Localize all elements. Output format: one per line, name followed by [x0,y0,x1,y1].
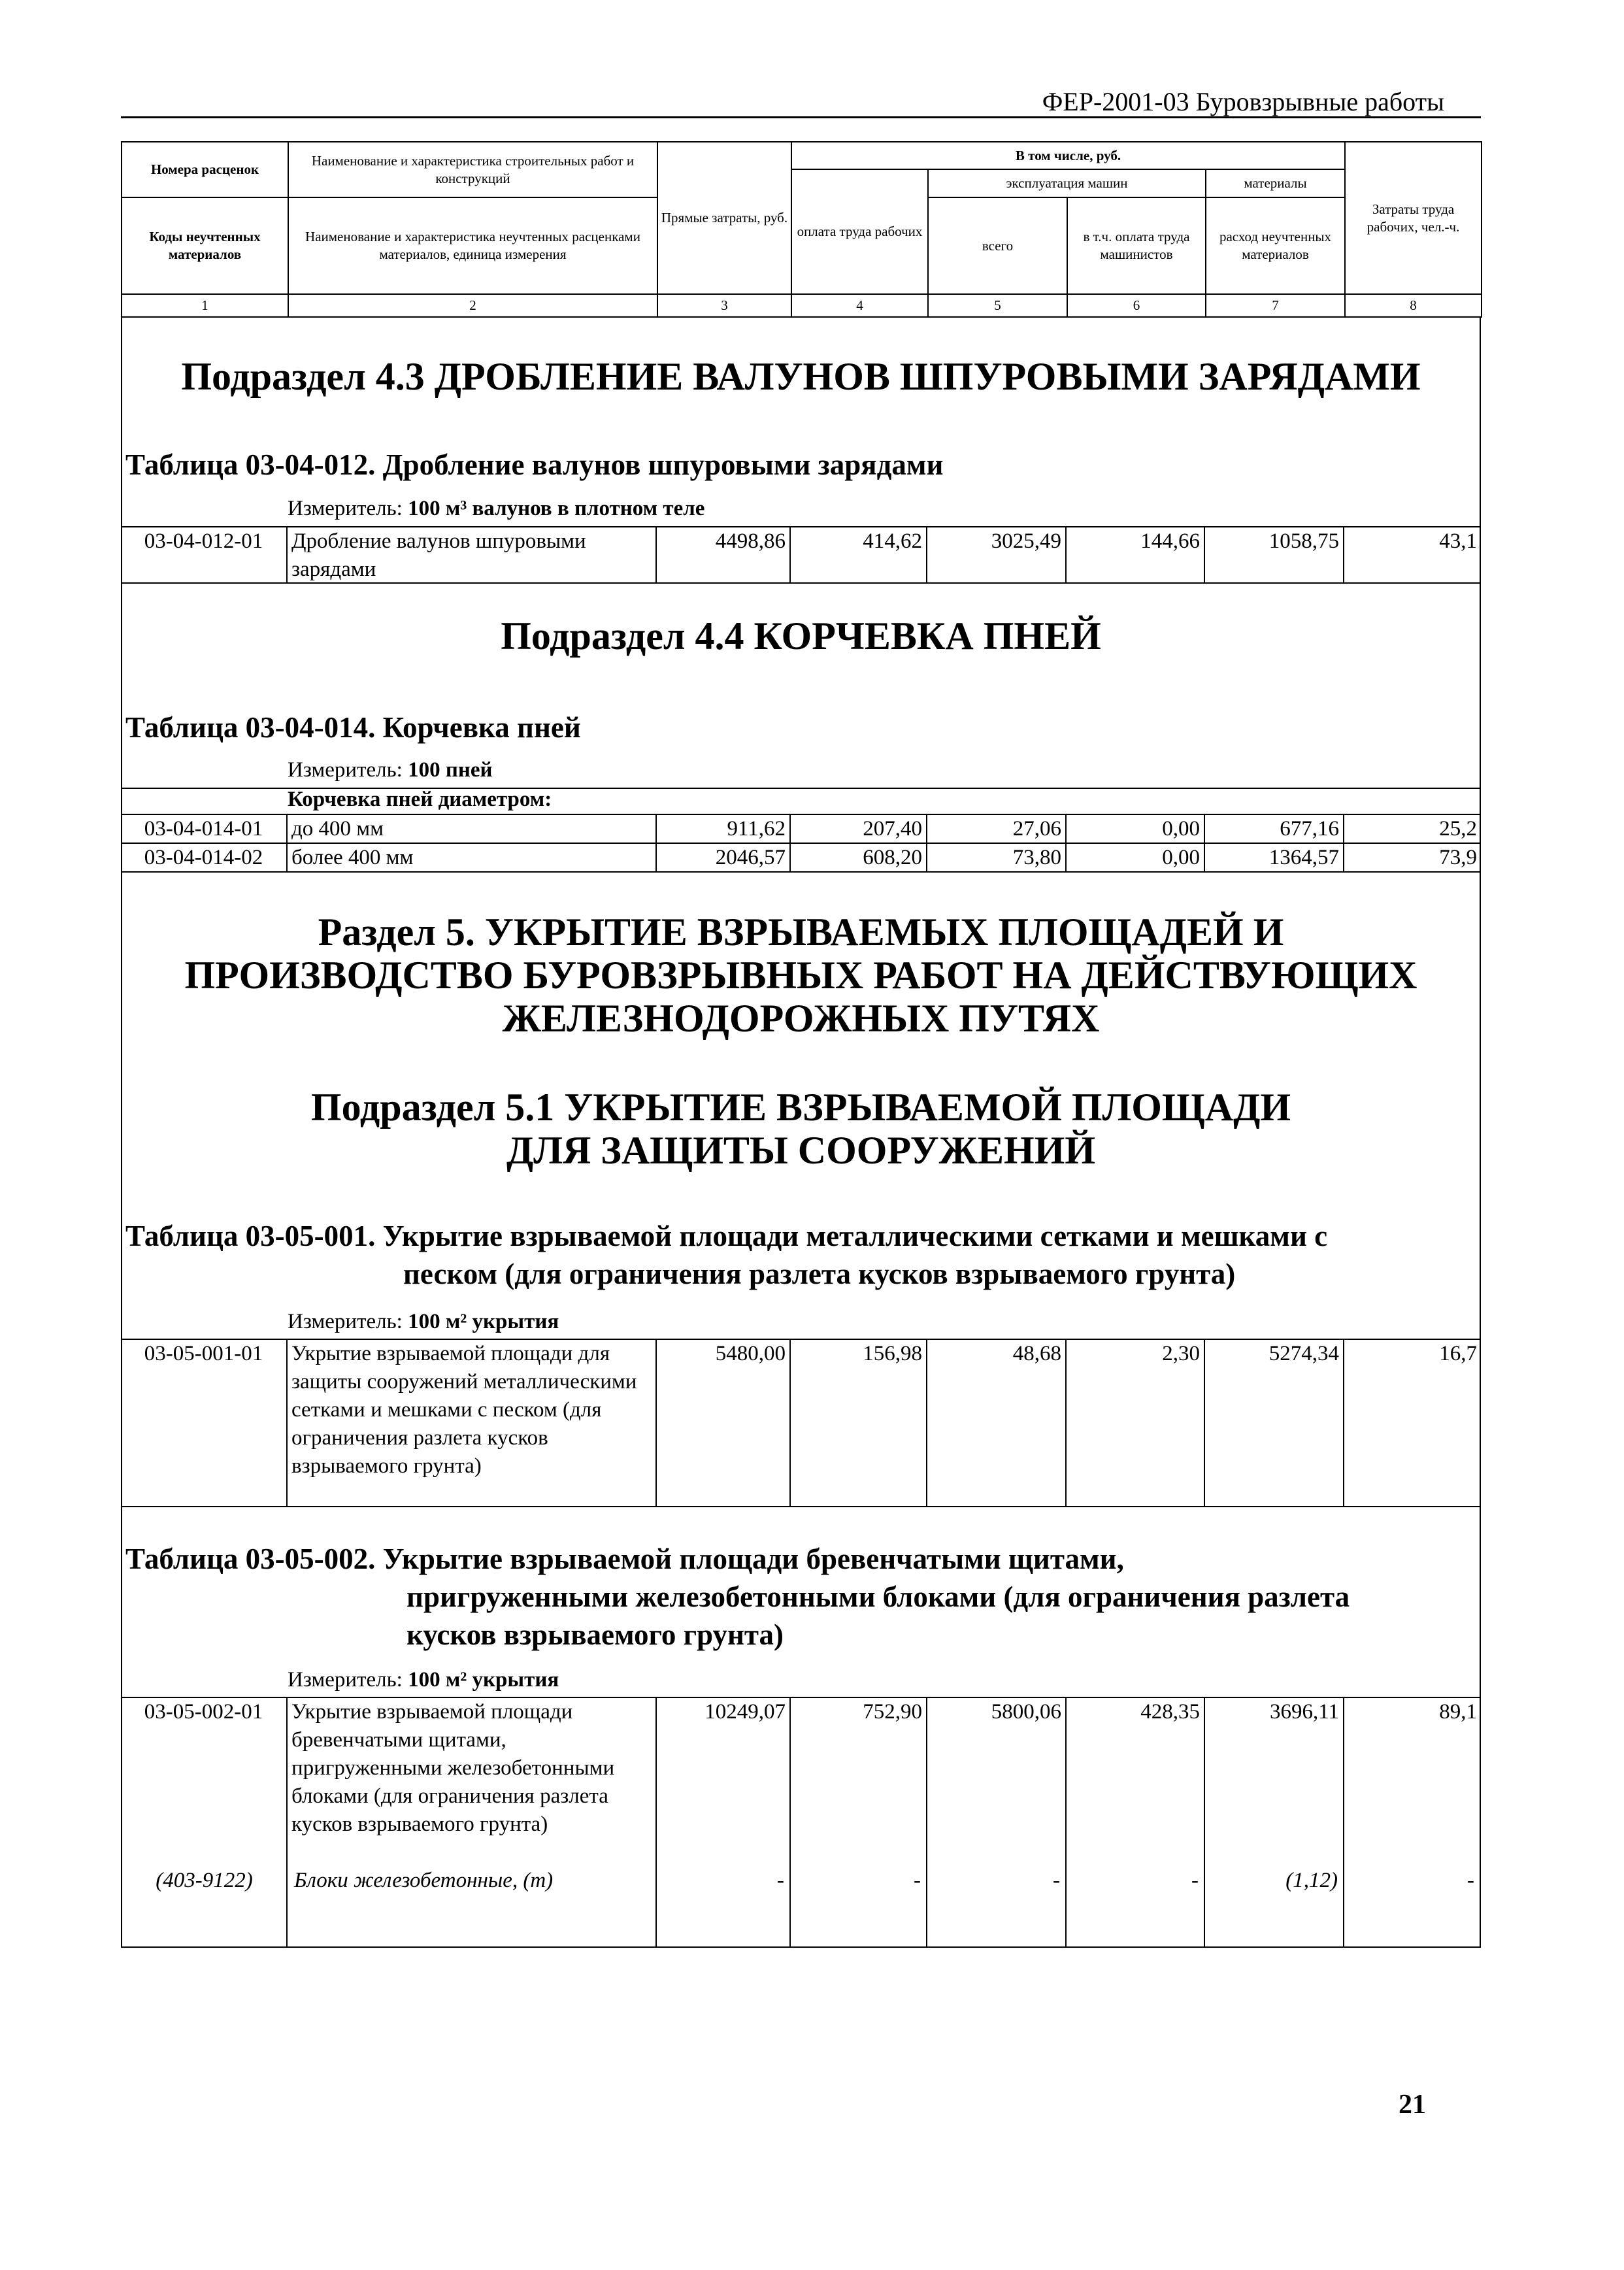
material-value: (1,12) [1285,1869,1338,1892]
measure-03-05-001 [288,1310,559,1334]
cell-name: Дробление валунов шпуровыми зарядами [288,527,657,582]
col-num: 8 [1345,294,1482,317]
col-num: 4 [791,294,928,317]
cell-value: 43,1 [1439,529,1477,553]
cell-name: Укрытие взрываемой площади для защиты сооружений металлическими сетками и мешками с песком (для ограничения разлета кусков взрываемого грунта) [288,1340,657,1506]
table-row [121,1697,1481,1946]
subsection-title-4-4: Подраздел 4.4 КОРЧЕВКА ПНЕЙ [501,614,1101,658]
material-value: - [914,1869,921,1892]
cell-value: 911,62 [657,815,791,843]
measure-unit: 100 м³ валунов в плотном теле [408,497,705,520]
cell-value: 10249,07 [657,1698,791,1946]
cell-value: 5274,34 [1205,1340,1344,1506]
measure-unit: 100 пней [408,758,493,782]
col-ekspl: эксплуатация машин [928,169,1206,197]
cell-code: 03-04-012-01 [121,527,288,582]
cell-value: 3696,11 [1205,1698,1344,1946]
cell-value: 144,66 [1067,527,1205,582]
table-row [121,1339,1481,1507]
cell-value: 414,62 [791,527,927,582]
cell-name: Укрытие взрываемой площади бревенчатыми щитами, пригруженными железобетонными блоками (для ограничения разлета кусков взрываемого грунта) [288,1698,657,1946]
table-row [121,526,1481,584]
subsection-title-5-1: Подраздел 5.1 УКРЫТИЕ ВЗРЫВАЕМОЙ ПЛОЩАДИ ДЛЯ ЗАЩИТЫ СООРУЖЕНИЙ [310,1086,1291,1172]
cell-value: 677,16 [1205,815,1344,843]
col-num: 3 [657,294,791,317]
cell-code: 03-05-001-01 [121,1340,288,1506]
measure-label: Измеритель: [288,1310,408,1333]
material-value: - [1053,1869,1060,1892]
measure-03-05-002 [288,1668,559,1692]
cell-value: 4498,86 [657,527,791,582]
col-materialy: материалы [1206,169,1345,197]
cell-value: 5800,06 [927,1698,1067,1946]
cell-code: 03-04-014-01 [121,815,288,843]
column-header-table [121,141,1482,318]
col-rashod: расход неучтенных материалов [1206,197,1345,294]
col-oplata: оплата труда рабочих [791,169,928,294]
col-vsego: всего [928,197,1067,294]
cell-value: 73,9 [1439,846,1477,869]
material-name: Блоки железобетонные, (т) [294,1869,554,1892]
col-pryamye: Прямые затраты, руб. [657,142,791,294]
cell-code: 03-04-014-02 [121,844,288,871]
unaccounted-material-row [121,1867,1481,1896]
cell-value: 0,00 [1067,844,1205,871]
cell-value: 48,68 [927,1340,1067,1506]
measure-unit: 100 м² укрытия [408,1310,559,1333]
cell-value: 752,90 [791,1698,927,1946]
col-num: 1 [122,294,288,317]
page-number: 21 [1399,2090,1426,2120]
cell-value: 1364,57 [1205,844,1344,871]
cell-value: 156,98 [791,1340,927,1506]
subsection-title-4-3: Подраздел 4.3 ДРОБЛЕНИЕ ВАЛУНОВ ШПУРОВЫМИ ЗАРЯДАМИ [181,355,1421,398]
group-label-korchevka: Корчевка пней диаметром: [288,788,552,811]
measure-03-04-014 [288,758,493,782]
title-line: пригруженными железобетонными блоками (для ограничения разлета [406,1580,1350,1613]
cell-value: 89,1 [1439,1700,1477,1724]
col-num: 7 [1206,294,1345,317]
header-rule [121,116,1481,118]
cell-value: 5480,00 [657,1340,791,1506]
col-naim1: Наименование и характеристика строительных работ и конструкций [288,142,657,197]
cell-value: 0,00 [1067,815,1205,843]
cell-value: 2,30 [1067,1340,1205,1506]
measure-03-04-012 [288,497,704,521]
table-title-03-05-001 [125,1217,1327,1293]
measure-unit: 100 м² укрытия [408,1668,559,1692]
table-title-03-04-014: Таблица 03-04-014. Корчевка пней [125,711,581,744]
material-value: - [1467,1869,1474,1892]
col-vtom: В том числе, руб. [791,142,1345,169]
cell-value: 207,40 [791,815,927,843]
cell-name: более 400 мм [288,844,657,871]
table-row [121,843,1481,873]
col-kody: Коды неучтенных материалов [122,197,288,294]
col-nomera: Номера расценок [122,142,288,197]
cell-value: 2046,57 [657,844,791,871]
col-num: 2 [288,294,657,317]
table-title-03-04-012: Таблица 03-04-012. Дробление валунов шпуровыми зарядами [125,448,944,481]
material-value: - [1191,1869,1199,1892]
cell-code: 03-05-002-01 [121,1698,288,1946]
cell-value: 428,35 [1067,1698,1205,1946]
table-title-03-05-002 [125,1540,1350,1654]
col-vtch: в т.ч. оплата труда машинистов [1067,197,1206,294]
title-line: кусков взрываемого грунта) [406,1618,784,1651]
col-zatraty: Затраты труда рабочих, чел.-ч. [1345,142,1482,294]
cell-name: до 400 мм [288,815,657,843]
col-naim2: Наименование и характеристика неучтенных расценками материалов, единица измерения [288,197,657,294]
measure-label: Измеритель: [288,497,408,520]
cell-value: 3025,49 [927,527,1067,582]
cell-value: 16,7 [1439,1342,1477,1365]
material-code: (403-9122) [156,1869,253,1892]
measure-label: Измеритель: [288,758,408,782]
table-row [121,814,1481,844]
title-line: песком (для ограничения разлета кусков взрываемого грунта) [403,1258,1236,1290]
section-title-5: Раздел 5. УКРЫТИЕ ВЗРЫВАЕМЫХ ПЛОЩАДЕЙ И ПРОИЗВОДСТВО БУРОВЗРЫВНЫХ РАБОТ НА ДЕЙСТВУЮЩИХ ЖЕЛЕЗНОДОРОЖНЫХ ПУТЯХ [184,910,1417,1040]
material-value: - [777,1869,784,1892]
cell-value: 27,06 [927,815,1067,843]
title-line: Таблица 03-05-002. Укрытие взрываемой площади бревенчатыми щитами, [125,1543,1124,1575]
col-num: 6 [1067,294,1206,317]
cell-value: 25,2 [1439,817,1477,841]
running-header: ФЕР-2001-03 Буровзрывные работы [1042,87,1444,116]
title-line: Таблица 03-05-001. Укрытие взрываемой площади металлическими сетками и мешками с [125,1220,1328,1252]
col-num: 5 [928,294,1067,317]
cell-value: 608,20 [791,844,927,871]
measure-label: Измеритель: [288,1668,408,1692]
cell-value: 73,80 [927,844,1067,871]
cell-value: 1058,75 [1205,527,1344,582]
